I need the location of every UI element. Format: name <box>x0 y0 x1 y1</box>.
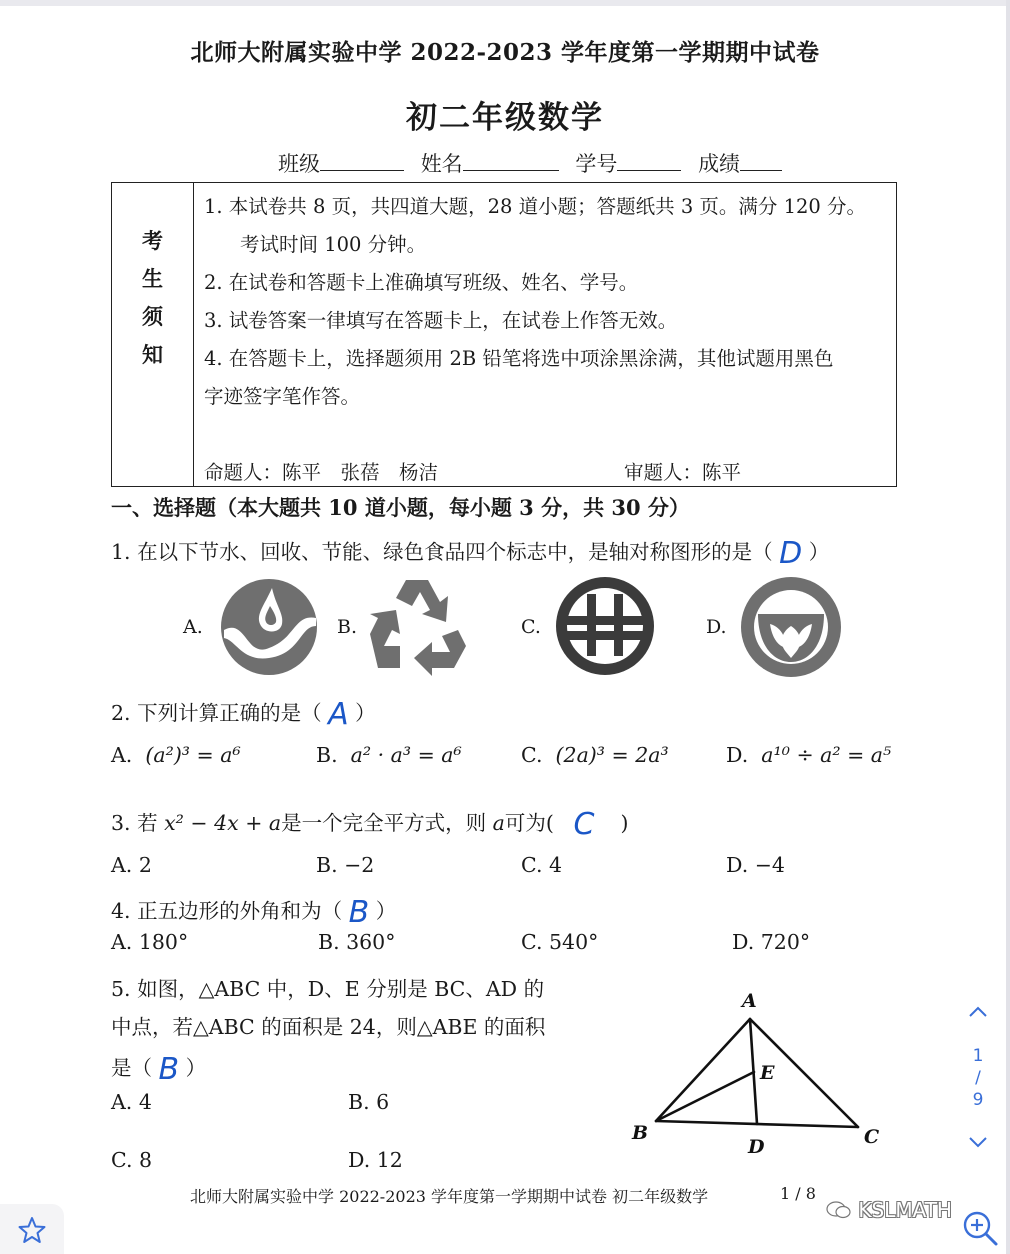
question-3-suffix: 可为( <box>504 811 554 835</box>
question-1 <box>111 532 830 571</box>
notice-item-4: 4. 在答题卡上，选择题须用 2B 铅笔将选中项涂黑涂满，其他试题用黑色 <box>204 347 834 370</box>
student-info-line <box>278 148 792 178</box>
vertex-label-e: E <box>760 1062 775 1084</box>
recycling-logo-icon <box>366 574 466 676</box>
question-4-option-b: B. 360° <box>318 930 396 954</box>
exam-title: 北师大附属实验中学 2022-2023 学年度第一学期期中试卷 <box>190 39 820 66</box>
zoom-button[interactable] <box>958 1206 1002 1250</box>
wechat-icon <box>826 1200 852 1220</box>
viewer-right-edge <box>1006 0 1010 1254</box>
question-3-option-d: D. −4 <box>726 853 785 877</box>
question-3-option-a: A. 2 <box>111 853 152 877</box>
total-page-number: 9 <box>972 1090 984 1110</box>
notice-char: 考 <box>142 228 163 253</box>
question-3-close: ) <box>620 811 629 835</box>
id-label: 学号 <box>575 152 618 176</box>
score-blank <box>740 150 782 171</box>
water-saving-logo-icon <box>216 578 322 676</box>
notice-char: 须 <box>142 304 163 329</box>
question-1-answer: D <box>779 536 803 571</box>
question-4-answer: B <box>348 895 370 930</box>
vertex-label-a: A <box>742 990 757 1012</box>
edge-ab <box>656 1019 750 1121</box>
question-3-mid: 是一个完全平方式，则 <box>281 811 487 835</box>
question-5-option-c: C. 8 <box>111 1148 153 1172</box>
question-2-close: ） <box>355 701 376 725</box>
question-1-text: 1. 在以下节水、回收、节能、绿色食品四个标志中，是轴对称图形的是（ <box>111 540 773 564</box>
question-3-variable: a <box>492 811 505 835</box>
watermark-text: KSLMATH <box>858 1198 952 1222</box>
question-5-option-a: A. 4 <box>111 1090 152 1114</box>
question-4-option-c: C. 540° <box>521 930 599 954</box>
question-2-option-d: D. a¹⁰ ÷ a² = a⁵ <box>726 743 892 767</box>
section-1-heading: 一、选择题（本大题共 10 道小题，每小题 3 分，共 30 分） <box>111 495 690 520</box>
question-4-text: 4. 正五边形的外角和为（ <box>111 899 343 923</box>
page-navigator <box>958 1000 998 1160</box>
triangle-abc-figure <box>620 985 900 1160</box>
question-2-text: 2. 下列计算正确的是（ <box>111 701 322 725</box>
question-5-answer: B <box>158 1052 180 1087</box>
question-2 <box>111 693 376 732</box>
notice-reviewer: 审题人：陈平 <box>624 461 742 484</box>
question-3-option-b: B. −2 <box>316 853 375 877</box>
question-2-option-b: B. a² · a³ = a⁶ <box>316 743 462 767</box>
question-3-option-c: C. 4 <box>521 853 563 877</box>
zoom-in-icon <box>958 1206 1002 1250</box>
vertex-label-d: D <box>748 1136 765 1158</box>
exam-notice-box <box>111 182 897 487</box>
question-5-line-2: 中点，若△ABC 的面积是 24，则△ABE 的面积 <box>111 1015 546 1039</box>
question-1-close: ） <box>808 540 830 564</box>
question-5-line-3 <box>111 1048 207 1087</box>
vertex-label-c: C <box>864 1126 880 1148</box>
current-page-number: 1 <box>972 1046 984 1066</box>
question-3-expression: x² − 4x + a <box>164 811 282 835</box>
page-down-icon[interactable] <box>968 1136 988 1150</box>
notice-char: 生 <box>142 266 163 291</box>
question-2-answer: A <box>328 697 349 732</box>
name-blank <box>463 150 559 171</box>
id-blank <box>617 150 681 171</box>
notice-item-4-cont: 字迹签字笔作答。 <box>204 385 361 408</box>
question-3-answer: C <box>573 807 595 842</box>
green-food-logo-icon <box>738 576 844 678</box>
class-label: 班级 <box>278 152 320 176</box>
notice-item-2: 2. 在试卷和答题卡上准确填写班级、姓名、学号。 <box>204 271 639 294</box>
question-4-option-d: D. 720° <box>732 930 811 954</box>
question-5-stem-end: 是（ <box>111 1056 152 1080</box>
segment-be <box>656 1072 754 1121</box>
notice-item-3: 3. 试卷答案一律填写在答题卡上，在试卷上作答无效。 <box>204 309 678 332</box>
question-5-close: ） <box>185 1056 207 1080</box>
page-up-icon[interactable] <box>968 1004 988 1018</box>
q1-option-b-label: B. <box>337 616 358 638</box>
notice-char: 知 <box>142 342 163 367</box>
q1-option-c-label: C. <box>521 616 541 638</box>
subject-title: 初二年级数学 <box>406 100 604 136</box>
question-2-option-a: A. (a²)³ = a⁶ <box>111 743 241 767</box>
question-3 <box>111 803 629 842</box>
page-footer-number: 1 / 8 <box>780 1184 816 1203</box>
name-label: 姓名 <box>420 152 463 176</box>
notice-item-1: 1. 本试卷共 8 页，共四道大题，28 道小题；答题纸共 3 页。满分 120 分。 <box>204 195 867 218</box>
question-4 <box>111 891 397 930</box>
question-2-option-c: C. (2a)³ = 2a³ <box>521 743 669 767</box>
energy-saving-logo-icon <box>553 576 657 676</box>
question-4-close: ） <box>375 899 397 923</box>
notice-side-label <box>112 183 194 486</box>
notice-item-1-cont: 考试时间 100 分钟。 <box>240 233 427 256</box>
q1-option-a-label: A. <box>183 616 203 638</box>
watermark <box>826 1198 952 1222</box>
question-3-prefix: 3. 若 <box>111 811 158 835</box>
favorite-button[interactable] <box>0 1204 64 1254</box>
question-5-line-1: 5. 如图，△ABC 中，D、E 分别是 BC、AD 的 <box>111 977 545 1001</box>
question-4-option-a: A. 180° <box>111 930 189 954</box>
page-separator: / <box>975 1068 981 1088</box>
score-label: 成绩 <box>698 152 741 176</box>
question-5-option-d: D. 12 <box>348 1148 403 1172</box>
question-5-option-b: B. 6 <box>348 1090 390 1114</box>
viewer-top-edge <box>0 0 1010 6</box>
notice-authors: 命题人：陈平 张蓓 杨洁 <box>204 461 439 484</box>
page-footer: 北师大附属实验中学 2022-2023 学年度第一学期期中试卷 初二年级数学 <box>190 1187 709 1206</box>
vertex-label-b: B <box>632 1122 649 1144</box>
star-icon <box>18 1216 46 1244</box>
q1-option-d-label: D. <box>706 616 727 638</box>
class-blank <box>320 150 404 171</box>
